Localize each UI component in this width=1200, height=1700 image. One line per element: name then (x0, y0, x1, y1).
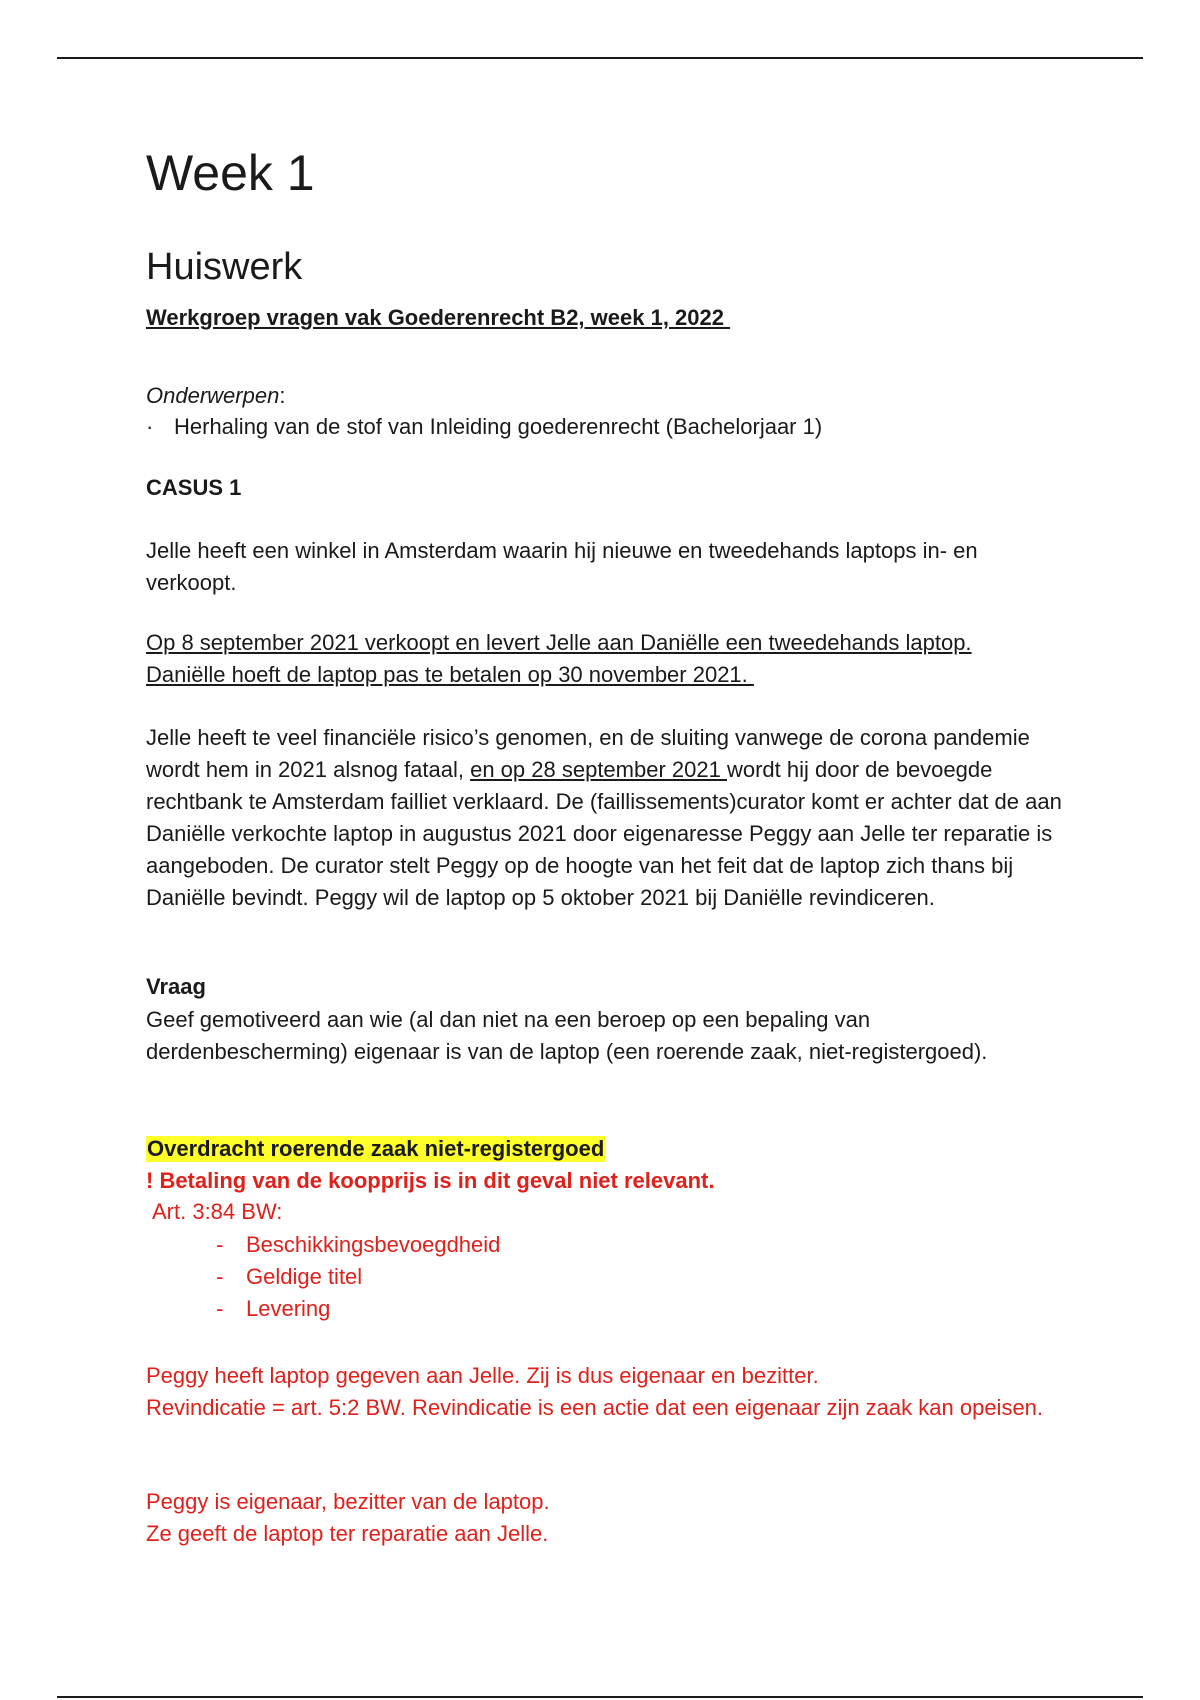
requirement-item (216, 1264, 362, 1290)
dash-icon: - (216, 1296, 224, 1321)
question-title: Vraag (146, 974, 206, 999)
answer-note-2 (146, 1486, 1066, 1550)
bullet-icon: · (146, 414, 154, 439)
top-rule (57, 57, 1143, 59)
dash-icon: - (216, 1232, 224, 1257)
topic-item (146, 414, 822, 440)
bottom-rule (57, 1696, 1143, 1698)
page-title: Week 1 (146, 145, 315, 201)
casus-paragraph-2-line-2: Daniëlle hoeft de laptop pas te betalen op 30 november 2021. (146, 662, 754, 687)
requirement-item (216, 1296, 330, 1322)
casus-paragraph-2-line-1: Op 8 september 2021 verkoopt en levert Jelle aan Daniëlle een tweedehands laptop. (146, 630, 972, 655)
requirement-text: Levering (246, 1296, 331, 1321)
casus-paragraph-3 (146, 722, 1066, 914)
casus-paragraph-1: Jelle heeft een winkel in Amsterdam waarin hij nieuwe en tweedehands laptops in- en verkoopt. (146, 538, 978, 595)
course-heading: Werkgroep vragen vak Goederenrecht B2, week 1, 2022 (146, 305, 731, 330)
topic-text: Herhaling van de stof van Inleiding goederenrecht (Bachelorjaar 1) (174, 414, 823, 439)
topics-label-colon: : (279, 383, 286, 408)
page-subtitle: Huiswerk (146, 246, 303, 288)
requirement-item (216, 1232, 500, 1258)
casus-paragraph-3-part-2: wordt hij door de bevoegde rechtbank te Amsterdam failliet verklaard. De (faillissements)curator komt er achter dat de aan Daniëlle verkochte laptop in augustus 2021 door eigenaresse Peggy aan Jelle ter reparatie is aangeboden. De curator stelt Peggy op de hoogte van het feit dat de laptop zich thans bij Daniëlle bevindt. Peggy wil de laptop op 5 oktober 2021 bij Daniëlle revindiceren. (146, 757, 1062, 910)
warning-text: ! Betaling van de koopprijs is in dit geval niet relevant. (146, 1168, 715, 1193)
requirement-text: Geldige titel (246, 1264, 363, 1289)
casus-paragraph-3-underlined: en op 28 september 2021 (470, 757, 727, 782)
question-text: Geef gemotiveerd aan wie (al dan niet na een beroep op een bepaling van derdenbescherming) eigenaar is van de laptop (een roerende zaak, niet-registergoed). (146, 1007, 988, 1064)
casus-paragraph-2 (146, 627, 1066, 691)
topics-label-text: Onderwerpen (146, 383, 280, 408)
article-reference: Art. 3:84 BW: (152, 1199, 283, 1224)
casus-title: CASUS 1 (146, 475, 242, 500)
dash-icon: - (216, 1264, 224, 1289)
answer-note-1-line-1: Peggy heeft laptop gegeven aan Jelle. Zij is dus eigenaar en bezitter. (146, 1363, 819, 1388)
answer-note-2-line-2: Ze geeft de laptop ter reparatie aan Jelle. (146, 1521, 549, 1546)
topics-label (146, 383, 285, 409)
answer-note-1-line-2: Revindicatie = art. 5:2 BW. Revindicatie is een actie dat een eigenaar zijn zaak kan opeisen. (146, 1395, 1044, 1420)
answer-note-2-line-1: Peggy is eigenaar, bezitter van de laptop. (146, 1489, 550, 1514)
casus-paragraph-3-part-1: Jelle heeft te veel financiële risico’s genomen, en de sluiting vanwege de corona pandemie wordt hem in 2021 alsnog fataal, (146, 725, 1030, 782)
highlighted-heading: Overdracht roerende zaak niet-registergoed (147, 1136, 605, 1161)
answer-note-1 (146, 1360, 1066, 1424)
requirement-text: Beschikkingsbevoegdheid (246, 1232, 501, 1257)
